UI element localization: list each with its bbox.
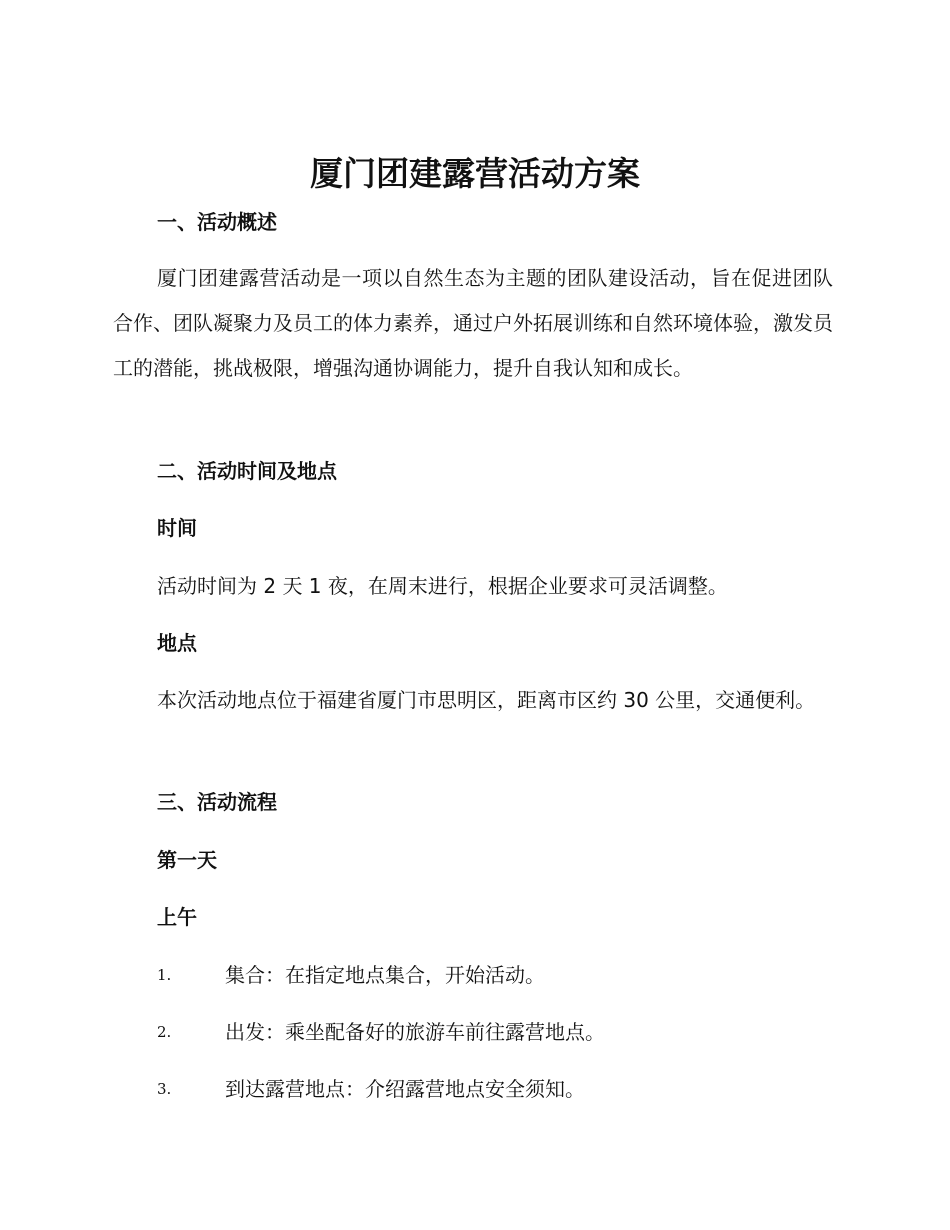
time-text: 活动时间为 2 天 1 夜，在周末进行，根据企业要求可灵活调整。 <box>157 574 728 598</box>
section-heading-overview: 一、活动概述 <box>157 210 277 234</box>
list-item-text: 出发：乘坐配备好的旅游车前往露营地点。 <box>225 1020 605 1044</box>
subheading-morning: 上午 <box>157 905 197 929</box>
list-item-number: 3. <box>157 1080 172 1098</box>
document-title: 厦门团建露营活动方案 <box>310 154 640 193</box>
place-paragraph: 本次活动地点位于福建省厦门市思明区，距离市区约 30 公里，交通便利。 <box>157 688 816 712</box>
subheading-time: 时间 <box>157 516 197 540</box>
list-item <box>157 1017 837 1047</box>
section-heading-process: 三、活动流程 <box>157 790 277 814</box>
list-item-text: 集合：在指定地点集合，开始活动。 <box>225 963 545 987</box>
list-item-number: 2. <box>157 1023 172 1041</box>
subheading-day-one: 第一天 <box>157 848 217 872</box>
list-item <box>157 960 837 990</box>
list-item <box>157 1074 837 1104</box>
overview-paragraph: 厦门团建露营活动是一项以自然生态为主题的团队建设活动，旨在促进团队合作、团队凝聚力及员工的体力素养，通过户外拓展训练和自然环境体验，激发员工的潜能，挑战极限，增强沟通协调能力，提升自我认知和成长。 <box>113 266 833 380</box>
list-item-number: 1. <box>157 966 172 984</box>
subheading-place: 地点 <box>157 631 197 655</box>
list-item-text: 到达露营地点：介绍露营地点安全须知。 <box>225 1077 585 1101</box>
section-heading-time-place: 二、活动时间及地点 <box>157 459 337 483</box>
